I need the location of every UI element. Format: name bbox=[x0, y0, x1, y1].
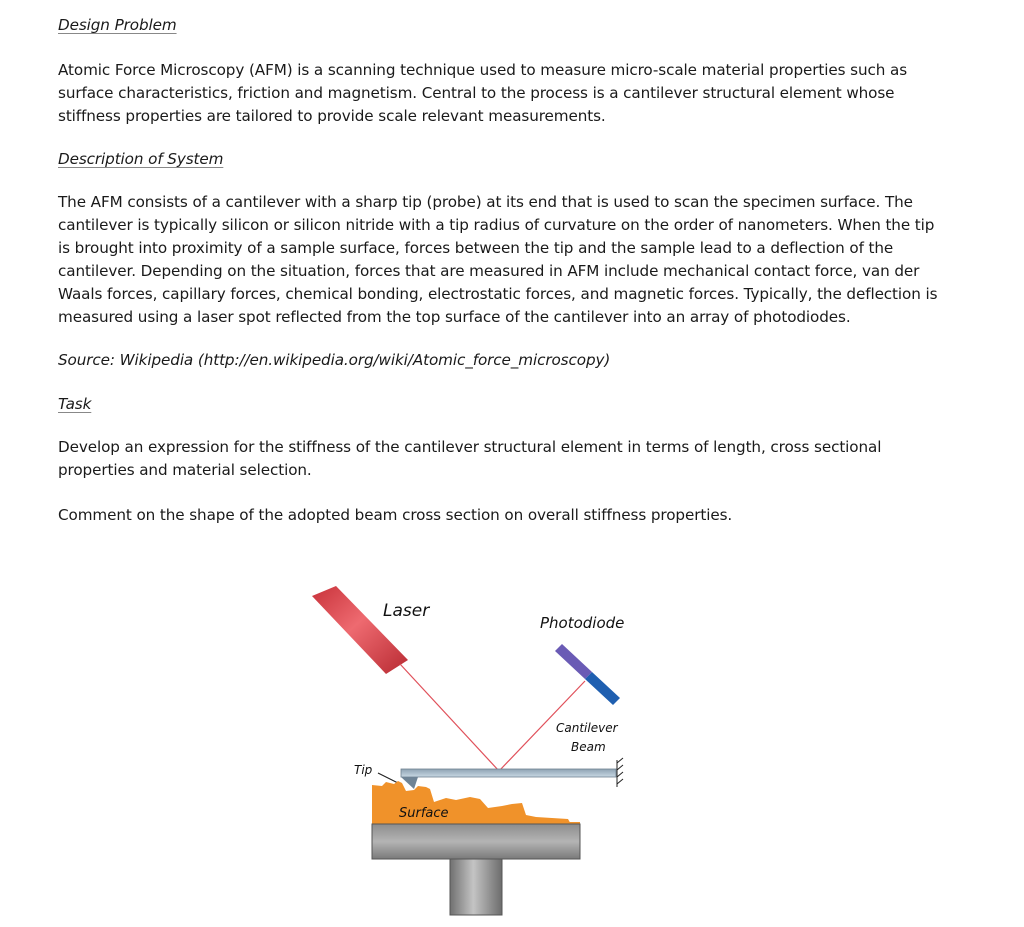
text-line: The AFM consists of a cantilever with a sharp tip (probe) at its end that is used to scan the specimen surface. The bbox=[58, 193, 913, 211]
text-line: surface characteristics, friction and magnetism. Central to the process is a cantilever structural element whose bbox=[58, 84, 895, 102]
label-photodiode: Photodiode bbox=[540, 614, 625, 632]
stage-post bbox=[450, 859, 502, 915]
heading-design-problem: Design Problem bbox=[58, 16, 177, 34]
cantilever-beam bbox=[401, 758, 623, 789]
text-line: Atomic Force Microscopy (AFM) is a scanning technique used to measure micro-scale material properties such as bbox=[58, 61, 908, 79]
text-line: properties and material selection. bbox=[58, 461, 312, 479]
tip-arrow bbox=[378, 773, 398, 783]
source-citation: Source: Wikipedia (http://en.wikipedia.org/wiki/Atomic_force_microscopy) bbox=[58, 351, 611, 369]
task-comment: Comment on the shape of the adopted beam cross section on overall stiffness properties. bbox=[58, 506, 733, 524]
sample-stage bbox=[372, 824, 580, 859]
text-line: Waals forces, capillary forces, chemical bonding, electrostatic forces, and magnetic forces. Typically, the deflection is bbox=[58, 285, 938, 303]
laser-beam-incident bbox=[400, 664, 499, 771]
photodiode-icon bbox=[555, 644, 620, 705]
heading-description-of-system: Description of System bbox=[58, 150, 224, 168]
label-cantilever: Cantilever bbox=[556, 721, 618, 735]
text-line: cantilever is typically silicon or silicon nitride with a tip radius of curvature on the order of nanometers. When the tip bbox=[58, 216, 935, 234]
paragraph-description bbox=[58, 191, 968, 329]
paragraph-task bbox=[58, 436, 968, 482]
text-line: is brought into proximity of a sample surface, forces between the tip and the sample lead to a deflection of the bbox=[58, 239, 894, 257]
text-line: measured using a laser spot reflected from the top surface of the cantilever into an array of photodiodes. bbox=[58, 308, 851, 326]
laser-icon bbox=[312, 586, 408, 674]
text-line: stiffness properties are tailored to provide scale relevant measurements. bbox=[58, 107, 606, 125]
paragraph-design-problem bbox=[58, 59, 968, 128]
label-beam: Beam bbox=[571, 740, 606, 754]
heading-task: Task bbox=[58, 395, 92, 413]
label-surface: Surface bbox=[399, 806, 449, 821]
text-line: Develop an expression for the stiffness of the cantilever structural element in terms of length, cross sectional bbox=[58, 438, 882, 456]
afm-diagram bbox=[290, 570, 670, 927]
label-laser: Laser bbox=[383, 601, 430, 621]
text-line: cantilever. Depending on the situation, forces that are measured in AFM include mechanical contact force, van der bbox=[58, 262, 920, 280]
label-tip: Tip bbox=[354, 763, 373, 777]
